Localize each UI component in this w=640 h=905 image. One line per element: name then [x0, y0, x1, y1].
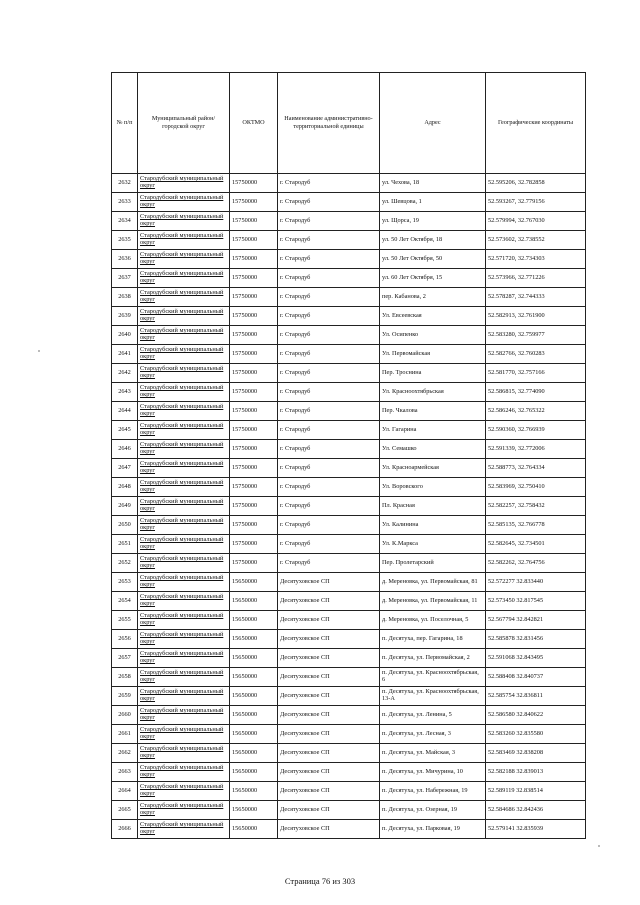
- table-row: [112, 801, 586, 820]
- cell-address: Ул. Гагарина: [380, 421, 486, 440]
- cell-district: Стародубский муниципальный округ: [138, 402, 230, 421]
- cell-oktmo: 15650000: [230, 763, 278, 782]
- cell-num: 2637: [112, 269, 138, 288]
- cell-oktmo: 15750000: [230, 250, 278, 269]
- cell-num: 2635: [112, 231, 138, 250]
- cell-address: ул. 50 Лет Октября, 18: [380, 231, 486, 250]
- table-row: [112, 212, 586, 231]
- cell-address: Ул. Семашко: [380, 440, 486, 459]
- cell-unit: г. Стародуб: [278, 421, 380, 440]
- cell-num: 2638: [112, 288, 138, 307]
- cell-oktmo: 15650000: [230, 725, 278, 744]
- cell-district: Стародубский муниципальный округ: [138, 725, 230, 744]
- cell-unit: Десятуховское СП: [278, 820, 380, 839]
- table-row: [112, 497, 586, 516]
- header-num: № п/п: [112, 73, 138, 174]
- table-row: [112, 193, 586, 212]
- cell-unit: Десятуховское СП: [278, 573, 380, 592]
- cell-district: Стародубский муниципальный округ: [138, 820, 230, 839]
- cell-address: п. Десятуха, ул. Лесная, 3: [380, 725, 486, 744]
- cell-oktmo: 15750000: [230, 497, 278, 516]
- cell-coords: 52.579994, 32.767030: [486, 212, 586, 231]
- cell-coords: 52.579141 32.835939: [486, 820, 586, 839]
- cell-num: 2642: [112, 364, 138, 383]
- cell-oktmo: 15650000: [230, 592, 278, 611]
- cell-address: Пер. Пролетарский: [380, 554, 486, 573]
- cell-coords: 52.573966, 32.771226: [486, 269, 586, 288]
- cell-coords: 52.582766, 32.760283: [486, 345, 586, 364]
- cell-address: п. Десятуха, ул. Первомайская, 2: [380, 649, 486, 668]
- cell-address: Ул. Красноармейская: [380, 459, 486, 478]
- cell-unit: Десятуховское СП: [278, 744, 380, 763]
- cell-coords: 52.584686 32.842436: [486, 801, 586, 820]
- cell-num: 2640: [112, 326, 138, 345]
- cell-oktmo: 15750000: [230, 402, 278, 421]
- table-row: [112, 668, 586, 687]
- table-row: [112, 782, 586, 801]
- table-row: [112, 478, 586, 497]
- cell-coords: 52.583469 32.838208: [486, 744, 586, 763]
- cell-num: 2650: [112, 516, 138, 535]
- cell-unit: г. Стародуб: [278, 174, 380, 193]
- cell-unit: г. Стародуб: [278, 364, 380, 383]
- cell-oktmo: 15750000: [230, 212, 278, 231]
- header-oktmo: ОКТМО: [230, 73, 278, 174]
- cell-district: Стародубский муниципальный округ: [138, 459, 230, 478]
- table-row: [112, 231, 586, 250]
- cell-district: Стародубский муниципальный округ: [138, 744, 230, 763]
- cell-num: 2657: [112, 649, 138, 668]
- cell-oktmo: 15750000: [230, 383, 278, 402]
- cell-address: д. Мереновка, ул. Первомайская, 11: [380, 592, 486, 611]
- cell-address: ул. 50 Лет Октября, 50: [380, 250, 486, 269]
- table-row: [112, 649, 586, 668]
- cell-num: 2662: [112, 744, 138, 763]
- cell-district: Стародубский муниципальный округ: [138, 288, 230, 307]
- cell-unit: г. Стародуб: [278, 345, 380, 364]
- cell-district: Стародубский муниципальный округ: [138, 440, 230, 459]
- cell-unit: г. Стародуб: [278, 212, 380, 231]
- cell-address: Пер. Чкалова: [380, 402, 486, 421]
- cell-num: 2659: [112, 687, 138, 706]
- cell-district: Стародубский муниципальный округ: [138, 763, 230, 782]
- cell-district: Стародубский муниципальный округ: [138, 782, 230, 801]
- cell-oktmo: 15750000: [230, 554, 278, 573]
- cell-district: Стародубский муниципальный округ: [138, 554, 230, 573]
- cell-coords: 52.582645, 32.734501: [486, 535, 586, 554]
- cell-oktmo: 15650000: [230, 744, 278, 763]
- cell-num: 2641: [112, 345, 138, 364]
- cell-district: Стародубский муниципальный округ: [138, 801, 230, 820]
- cell-oktmo: 15750000: [230, 459, 278, 478]
- cell-oktmo: 15750000: [230, 478, 278, 497]
- cell-oktmo: 15650000: [230, 573, 278, 592]
- cell-address: д. Мереновка, ул. Поселочная, 5: [380, 611, 486, 630]
- cell-num: 2639: [112, 307, 138, 326]
- cell-address: Ул. Красноохтябрьская: [380, 383, 486, 402]
- cell-oktmo: 15750000: [230, 288, 278, 307]
- cell-num: 2656: [112, 630, 138, 649]
- cell-district: Стародубский муниципальный округ: [138, 535, 230, 554]
- cell-district: Стародубский муниципальный округ: [138, 516, 230, 535]
- table-row: [112, 383, 586, 402]
- cell-num: 2666: [112, 820, 138, 839]
- cell-num: 2645: [112, 421, 138, 440]
- scan-speck: [38, 350, 40, 352]
- table-row: [112, 535, 586, 554]
- cell-address: п. Десятуха, ул. Набережная, 19: [380, 782, 486, 801]
- cell-address: Ул. Воровского: [380, 478, 486, 497]
- cell-coords: 52.591339, 32.772006: [486, 440, 586, 459]
- cell-address: Ул. Осипенко: [380, 326, 486, 345]
- cell-oktmo: 15750000: [230, 193, 278, 212]
- cell-unit: г. Стародуб: [278, 288, 380, 307]
- cell-district: Стародубский муниципальный округ: [138, 345, 230, 364]
- cell-unit: г. Стародуб: [278, 307, 380, 326]
- cell-coords: 52.582262, 32.764756: [486, 554, 586, 573]
- cell-district: Стародубский муниципальный округ: [138, 706, 230, 725]
- cell-coords: 52.588408 32.840737: [486, 668, 586, 687]
- cell-address: п. Десятуха, ул. Парковая, 19: [380, 820, 486, 839]
- cell-district: Стародубский муниципальный округ: [138, 383, 230, 402]
- cell-unit: Десятуховское СП: [278, 630, 380, 649]
- cell-address: п. Десятуха, ул. Красноохтябрьская, 6: [380, 668, 486, 687]
- table-row: [112, 345, 586, 364]
- cell-district: Стародубский муниципальный округ: [138, 269, 230, 288]
- cell-address: Пер. Троснина: [380, 364, 486, 383]
- cell-district: Стародубский муниципальный округ: [138, 193, 230, 212]
- cell-address: п. Десятуха, ул. Майская, 3: [380, 744, 486, 763]
- cell-oktmo: 15750000: [230, 364, 278, 383]
- cell-district: Стародубский муниципальный округ: [138, 687, 230, 706]
- table-row: [112, 687, 586, 706]
- cell-oktmo: 15750000: [230, 421, 278, 440]
- cell-coords: 52.586580 32.840622: [486, 706, 586, 725]
- cell-num: 2646: [112, 440, 138, 459]
- table-row: [112, 402, 586, 421]
- table-row: [112, 630, 586, 649]
- document-sheet: [111, 72, 585, 839]
- cell-num: 2644: [112, 402, 138, 421]
- cell-num: 2643: [112, 383, 138, 402]
- cell-unit: г. Стародуб: [278, 402, 380, 421]
- cell-address: п. Десятуха, ул. Озерная, 19: [380, 801, 486, 820]
- cell-district: Стародубский муниципальный округ: [138, 212, 230, 231]
- cell-coords: 52.583280, 32.759977: [486, 326, 586, 345]
- cell-address: Ул. Калинина: [380, 516, 486, 535]
- cell-oktmo: 15750000: [230, 345, 278, 364]
- cell-unit: Десятуховское СП: [278, 801, 380, 820]
- cell-address: п. Десятуха, ул. Мичурина, 10: [380, 763, 486, 782]
- cell-oktmo: 15650000: [230, 649, 278, 668]
- cell-coords: 52.581770, 32.757166: [486, 364, 586, 383]
- cell-address: п. Десятуха, ул. Красноохтябрьская, 13-А: [380, 687, 486, 706]
- cell-num: 2633: [112, 193, 138, 212]
- cell-coords: 52.567794 32.842821: [486, 611, 586, 630]
- header-district: Муниципальный район/городской округ: [138, 73, 230, 174]
- page-footer: Страница 76 из 303: [284, 876, 356, 886]
- cell-coords: 52.593267, 32.779156: [486, 193, 586, 212]
- cell-oktmo: 15650000: [230, 801, 278, 820]
- cell-address: пер. Кабанова, 2: [380, 288, 486, 307]
- cell-coords: 52.582257, 32.758432: [486, 497, 586, 516]
- cell-num: 2652: [112, 554, 138, 573]
- cell-district: Стародубский муниципальный округ: [138, 231, 230, 250]
- cell-coords: 52.582188 32.839013: [486, 763, 586, 782]
- cell-district: Стародубский муниципальный округ: [138, 497, 230, 516]
- cell-address: д. Мереновка, ул. Первомайская, 81: [380, 573, 486, 592]
- table-row: [112, 820, 586, 839]
- cell-coords: 52.589119 32.838514: [486, 782, 586, 801]
- cell-unit: Десятуховское СП: [278, 725, 380, 744]
- cell-oktmo: 15750000: [230, 231, 278, 250]
- cell-district: Стародубский муниципальный округ: [138, 592, 230, 611]
- cell-unit: Десятуховское СП: [278, 687, 380, 706]
- cell-coords: 52.585135, 32.766778: [486, 516, 586, 535]
- cell-unit: Десятуховское СП: [278, 592, 380, 611]
- cell-oktmo: 15750000: [230, 516, 278, 535]
- cell-address: ул. Щорса, 19: [380, 212, 486, 231]
- cell-num: 2664: [112, 782, 138, 801]
- registry-table: [111, 72, 586, 839]
- cell-oktmo: 15650000: [230, 782, 278, 801]
- cell-district: Стародубский муниципальный округ: [138, 668, 230, 687]
- table-row: [112, 307, 586, 326]
- cell-district: Стародубский муниципальный округ: [138, 364, 230, 383]
- cell-oktmo: 15750000: [230, 269, 278, 288]
- table-row: [112, 573, 586, 592]
- cell-num: 2632: [112, 174, 138, 193]
- cell-district: Стародубский муниципальный округ: [138, 326, 230, 345]
- table-row: [112, 364, 586, 383]
- table-row: [112, 706, 586, 725]
- cell-unit: г. Стародуб: [278, 440, 380, 459]
- header-address: Адрес: [380, 73, 486, 174]
- cell-unit: Десятуховское СП: [278, 611, 380, 630]
- cell-unit: Десятуховское СП: [278, 782, 380, 801]
- cell-coords: 52.588773, 32.764334: [486, 459, 586, 478]
- cell-num: 2663: [112, 763, 138, 782]
- cell-num: 2661: [112, 725, 138, 744]
- cell-coords: 52.578287, 32.744333: [486, 288, 586, 307]
- cell-unit: Десятуховское СП: [278, 706, 380, 725]
- cell-coords: 52.590360, 32.766939: [486, 421, 586, 440]
- cell-district: Стародубский муниципальный округ: [138, 307, 230, 326]
- cell-district: Стародубский муниципальный округ: [138, 630, 230, 649]
- cell-district: Стародубский муниципальный округ: [138, 611, 230, 630]
- cell-address: ул. Шевцова, 1: [380, 193, 486, 212]
- cell-unit: г. Стародуб: [278, 459, 380, 478]
- table-body: [112, 174, 586, 839]
- cell-unit: г. Стародуб: [278, 535, 380, 554]
- cell-num: 2648: [112, 478, 138, 497]
- table-row: [112, 725, 586, 744]
- cell-unit: г. Стародуб: [278, 231, 380, 250]
- cell-oktmo: 15650000: [230, 706, 278, 725]
- cell-coords: 52.571720, 32.734303: [486, 250, 586, 269]
- table-row: [112, 174, 586, 193]
- cell-district: Стародубский муниципальный округ: [138, 573, 230, 592]
- cell-oktmo: 15650000: [230, 611, 278, 630]
- cell-coords: 52.585878 32.831456: [486, 630, 586, 649]
- cell-num: 2653: [112, 573, 138, 592]
- cell-address: Ул. Евсеевская: [380, 307, 486, 326]
- table-row: [112, 269, 586, 288]
- cell-num: 2634: [112, 212, 138, 231]
- cell-address: ул. Чехова, 18: [380, 174, 486, 193]
- table-row: [112, 516, 586, 535]
- table-row: [112, 288, 586, 307]
- table-row: [112, 611, 586, 630]
- cell-num: 2651: [112, 535, 138, 554]
- cell-num: 2658: [112, 668, 138, 687]
- table-header-row: [112, 73, 586, 174]
- cell-coords: 52.595206, 32.782858: [486, 174, 586, 193]
- cell-oktmo: 15650000: [230, 630, 278, 649]
- cell-unit: г. Стародуб: [278, 554, 380, 573]
- table-row: [112, 592, 586, 611]
- cell-coords: 52.586815, 32.774090: [486, 383, 586, 402]
- cell-coords: 52.586246, 32.765322: [486, 402, 586, 421]
- scan-speck: [598, 845, 600, 847]
- header-coords: Географические координаты: [486, 73, 586, 174]
- table-row: [112, 440, 586, 459]
- cell-oktmo: 15650000: [230, 668, 278, 687]
- cell-unit: Десятуховское СП: [278, 763, 380, 782]
- cell-unit: г. Стародуб: [278, 497, 380, 516]
- cell-unit: Десятуховское СП: [278, 668, 380, 687]
- cell-coords: 52.583969, 32.750410: [486, 478, 586, 497]
- cell-oktmo: 15750000: [230, 535, 278, 554]
- table-row: [112, 763, 586, 782]
- cell-coords: 52.582913, 32.761900: [486, 307, 586, 326]
- cell-oktmo: 15650000: [230, 687, 278, 706]
- cell-address: Пл. Красная: [380, 497, 486, 516]
- table-row: [112, 459, 586, 478]
- cell-unit: г. Стародуб: [278, 193, 380, 212]
- cell-coords: 52.591068 32.843495: [486, 649, 586, 668]
- cell-oktmo: 15750000: [230, 440, 278, 459]
- table-row: [112, 326, 586, 345]
- cell-num: 2647: [112, 459, 138, 478]
- cell-num: 2649: [112, 497, 138, 516]
- table-row: [112, 744, 586, 763]
- cell-num: 2655: [112, 611, 138, 630]
- cell-num: 2654: [112, 592, 138, 611]
- table-row: [112, 421, 586, 440]
- cell-unit: Десятуховское СП: [278, 649, 380, 668]
- cell-district: Стародубский муниципальный округ: [138, 649, 230, 668]
- cell-unit: г. Стародуб: [278, 250, 380, 269]
- cell-district: Стародубский муниципальный округ: [138, 421, 230, 440]
- cell-district: Стародубский муниципальный округ: [138, 478, 230, 497]
- cell-oktmo: 15650000: [230, 820, 278, 839]
- cell-oktmo: 15750000: [230, 174, 278, 193]
- cell-num: 2660: [112, 706, 138, 725]
- cell-coords: 52.573450 32.817545: [486, 592, 586, 611]
- cell-unit: г. Стародуб: [278, 383, 380, 402]
- cell-address: п. Десятуха, ул. Ленина, 5: [380, 706, 486, 725]
- cell-address: Ул. К.Маркса: [380, 535, 486, 554]
- cell-coords: 52.583260 32.835580: [486, 725, 586, 744]
- cell-unit: г. Стародуб: [278, 269, 380, 288]
- cell-num: 2665: [112, 801, 138, 820]
- cell-oktmo: 15750000: [230, 326, 278, 345]
- cell-num: 2636: [112, 250, 138, 269]
- table-row: [112, 250, 586, 269]
- cell-coords: 52.585754 32.836811: [486, 687, 586, 706]
- cell-unit: г. Стародуб: [278, 516, 380, 535]
- cell-unit: г. Стародуб: [278, 478, 380, 497]
- cell-address: ул. 60 Лет Октября, 15: [380, 269, 486, 288]
- cell-coords: 52.572277 32.833440: [486, 573, 586, 592]
- cell-oktmo: 15750000: [230, 307, 278, 326]
- cell-unit: г. Стародуб: [278, 326, 380, 345]
- cell-district: Стародубский муниципальный округ: [138, 250, 230, 269]
- cell-coords: 52.573602, 32.738552: [486, 231, 586, 250]
- cell-district: Стародубский муниципальный округ: [138, 174, 230, 193]
- header-unit: Наименование административно-территориальной единицы: [278, 73, 380, 174]
- cell-address: п. Десятуха, пер. Гагарина, 18: [380, 630, 486, 649]
- cell-address: Ул. Первомайская: [380, 345, 486, 364]
- table-row: [112, 554, 586, 573]
